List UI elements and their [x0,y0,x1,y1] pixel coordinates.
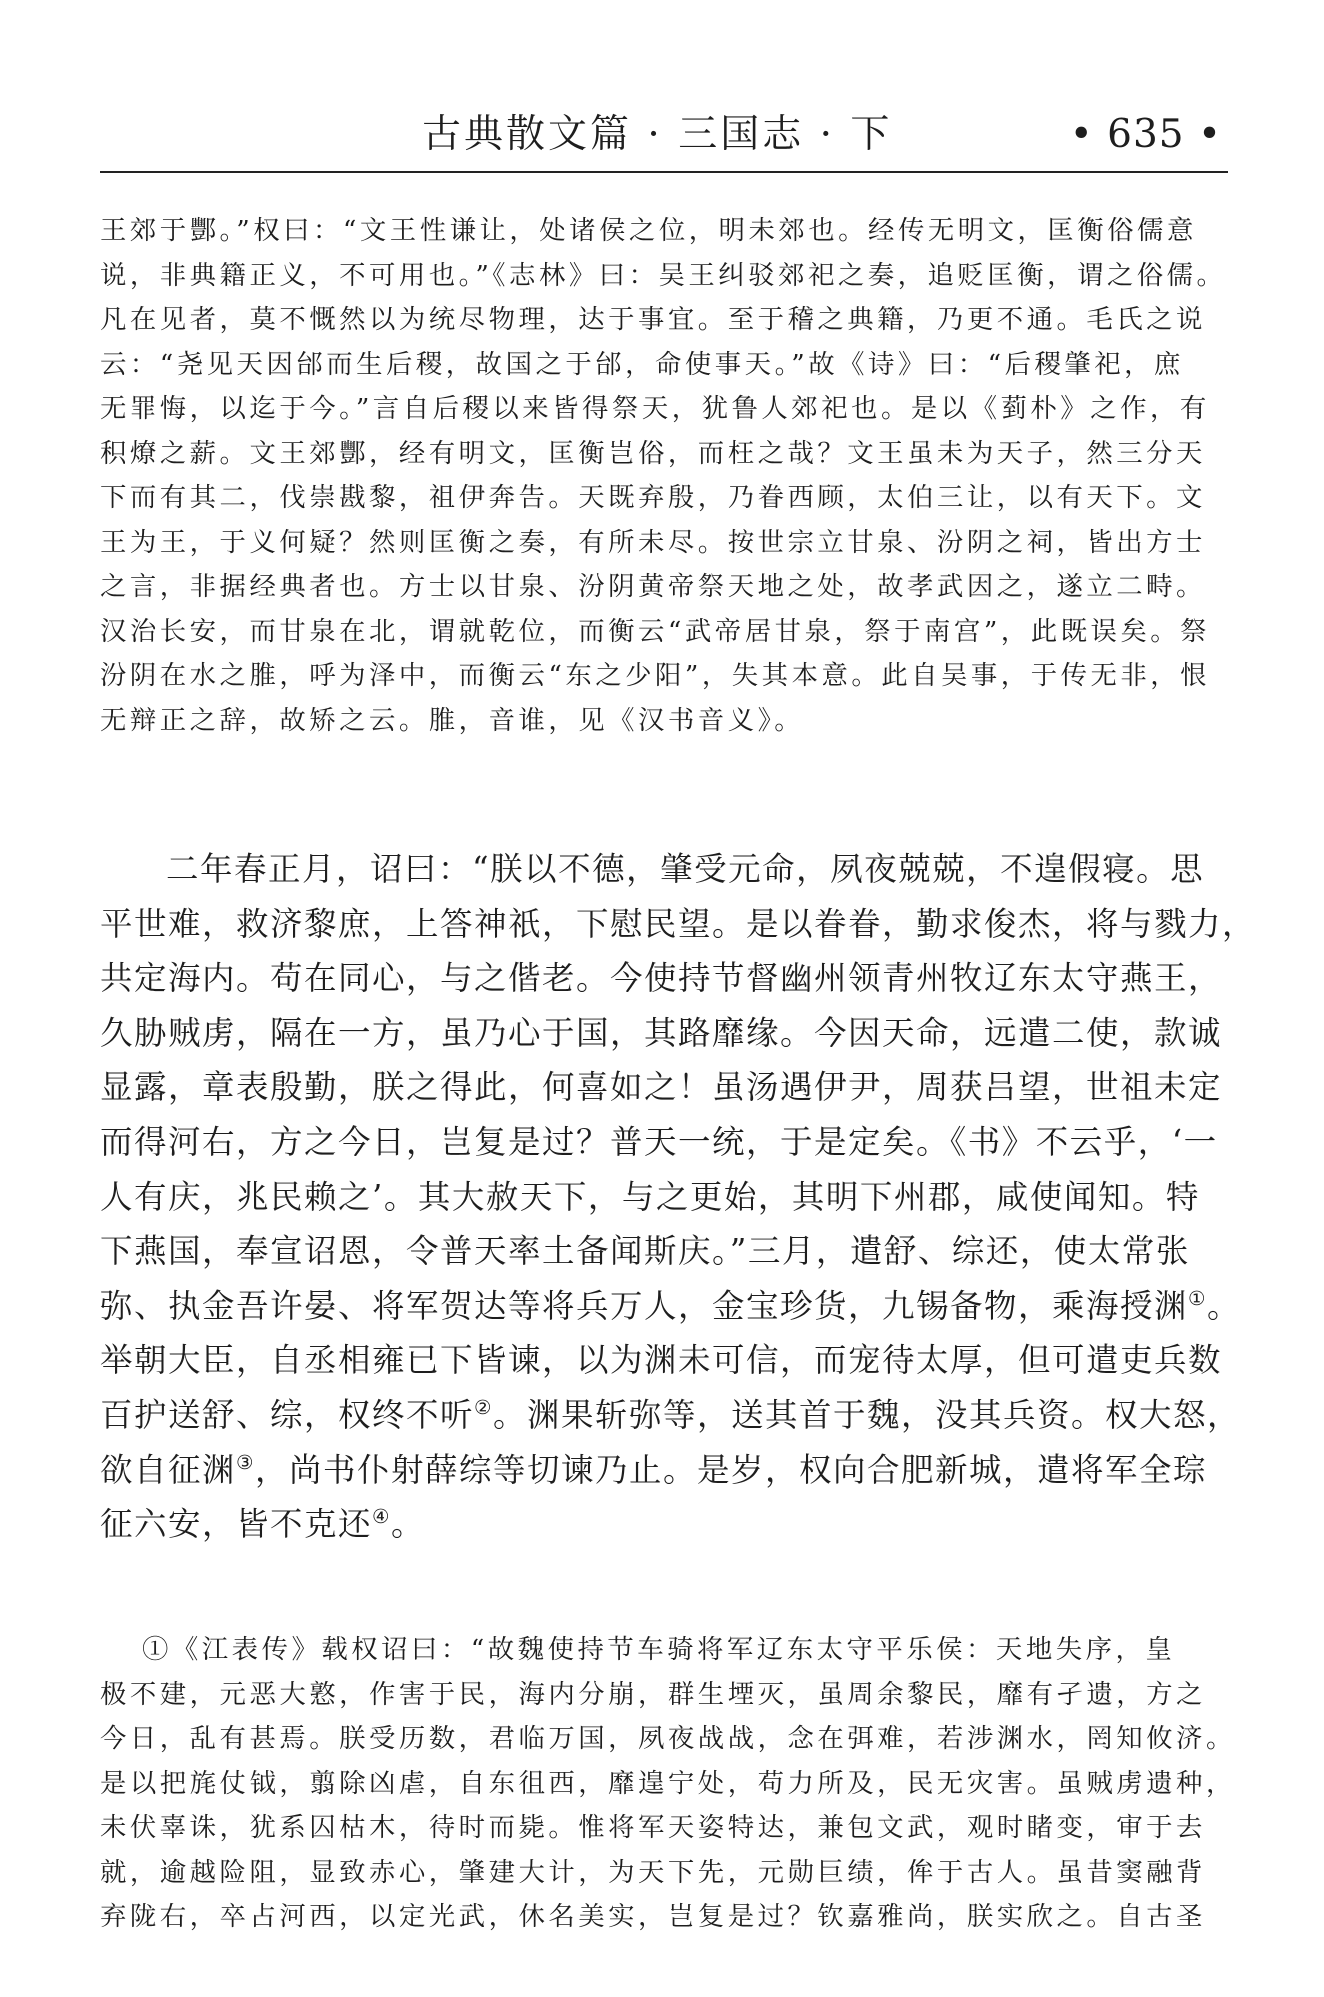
footnote-line: 是以把旄仗钺，翦除凶虐，自东徂西，靡遑宁处，苟力所及，民无灾害。虽贼虏遗种， [100,1767,1236,1799]
main-text-line: 举朝大臣，自丞相雍已下皆谏，以为渊未可信，而宠待太厚，但可遣吏兵数 [100,1341,1223,1380]
page-header [100,102,1228,172]
main-text-line [100,1497,1228,1552]
main-text [100,842,1257,1552]
annotation-line: 之言，非据经典者也。方士以甘泉、汾阴黄帝祭天地之处，故孝武因之，遂立二畤。 [100,571,1206,602]
page-number: • 635 • [1069,112,1222,157]
footnote-marker[interactable]: ④ [372,1505,391,1529]
annotation-line: 无罪悔，以迄于今。”言自后稷以来皆得祭天，犹鲁人郊祀也。是以《菿朴》之作，有 [100,393,1210,424]
upper-annotation [100,209,1228,743]
footnote-marker[interactable]: ③ [236,1450,255,1474]
annotation-line: 积燎之薪。文王郊酆，经有明文，匡衡岂俗，而枉之哉？文王虽未为天子，然三分天 [100,437,1206,469]
footnote-line: 极不建，元恶大憝，作害于民，海内分崩，群生堙灭，虽周余黎民，靡有孑遗，方之 [100,1678,1206,1710]
annotation-line: 无辩正之辞，故矫之云。脽，音谁，见《汉书音义》。 [100,704,805,736]
main-text-line: 久胁贼虏，隔在一方，虽乃心于国，其路靡缘。今因天命，远遣二使，款诚 [100,1013,1223,1052]
main-text-segment: 。 [1207,1286,1242,1325]
main-text-segment: ，尚书仆射薛综等切谏乃止。是岁，权向合肥新城，遣将军全琮 [255,1450,1208,1489]
annotation-line: 下而有其二，伐崇戡黎，祖伊奔告。天既弃殷，乃眷西顾，太伯三让，以有天下。文 [100,482,1206,513]
footnote-marker[interactable]: ① [1188,1286,1207,1310]
annotation-line: 汉治长安，而甘泉在北，谓就乾位，而衡云“武帝居甘泉，祭于南宫”，此既误矣。祭 [100,615,1211,647]
footnote-line: 未伏辜诛，犹系囚枯木，待时而毙。惟将军天姿特达，兼包文武，观时睹变，审于去 [100,1812,1206,1843]
annotation-line: 说，非典籍正义，不可用也。”《志林》曰：吴王纠驳郊祀之奏，追贬匡衡，谓之俗儒。 [100,259,1227,291]
annotation-line: 云：“尧见天因邰而生后稷，故国之于邰，命使事天。”故《诗》曰：“后稷肇祀，庶 [100,348,1184,380]
main-text-segment: 欲自征渊 [100,1450,237,1489]
main-text-segment: 百护送舒、综，权终不听 [100,1395,475,1434]
footnote-line: 就，逾越险阻，显致赤心，肇建大计，为天下先，元勋巨绩，侔于古人。虽昔窦融背 [100,1856,1206,1888]
annotation-line: 王为王，于义何疑？然则匡衡之奏，有所未尽。按世宗立甘泉、汾阴之祠，皆出方士 [100,526,1206,558]
annotation-line: 凡在见者，莫不慨然以为统尽物理，达于事宜。至于稽之典籍，乃更不通。毛氏之说 [100,304,1206,335]
main-text-segment: 。 [391,1505,426,1544]
running-title: 古典散文篇 · 三国志 · 下 [422,112,893,157]
main-text-line: 显露，章表殷勤，朕之得此，何喜如之！虽汤遇伊尹，周获吕望，世祖未定 [100,1068,1223,1107]
main-text-line: 平世难，救济黎庶，上答神祇，下慰民望。是以眷眷，勤求俊杰，将与戮力， [100,904,1257,943]
main-text-line [100,1388,1242,1443]
header-rule [100,171,1228,173]
footnote-block [100,1628,1236,1940]
footnote-line: 今日，乱有甚焉。朕受历数，君临万国，夙夜战战，念在弭难，若涉渊水，罔知攸济。 [100,1723,1236,1754]
main-text-segment: 。渊果斩弥等，送其首于魏，没其兵资。权大怒， [493,1395,1242,1434]
footnote-marker[interactable]: ② [474,1396,493,1420]
main-text-segment: 弥、执金吾许晏、将军贺达等将兵万人，金宝珍货，九锡备物，乘海授渊 [100,1286,1189,1325]
footnote-line: 弃陇右，卒占河西，以定光武，休名美实，岂复是过？钦嘉雅尚，朕实欣之。自古圣 [100,1901,1206,1932]
annotation-line: 王郊于酆。”权曰：“文王性谦让，处诸侯之位，明未郊也。经传无明文，匡衡俗儒意 [100,215,1197,246]
footnote-line: ①《江表传》载权诏曰：“故魏使持节车骑将军辽东太守平乐侯：天地失序，皇 [142,1634,1176,1665]
main-text-line: 人有庆，兆民赖之’。其大赦天下，与之更始，其明下州郡，咸使闻知。特 [100,1177,1200,1216]
main-text-line: 共定海内。苟在同心，与之偕老。今使持节督幽州领青州牧辽东太守燕王， [100,959,1223,998]
main-text-segment: 征六安，皆不克还 [100,1505,373,1544]
main-text-line: 下燕国，奉宣诏恩，令普天率土备闻斯庆。”三月，遣舒、综还，使太常张 [100,1232,1190,1271]
annotation-line: 汾阴在水之脽，呼为泽中，而衡云“东之少阳”，失其本意。此自吴事，于传无非，恨 [100,660,1211,691]
main-text-line [100,1443,1228,1498]
main-text-line: 二年春正月，诏曰：“朕以不德，肇受元命，夙夜兢兢，不遑假寝。思 [166,850,1205,888]
main-text-line: 而得河右，方之今日，岂复是过？普天一统，于是定矣。《书》不云乎，‘一 [100,1122,1218,1161]
main-text-line [100,1279,1242,1334]
